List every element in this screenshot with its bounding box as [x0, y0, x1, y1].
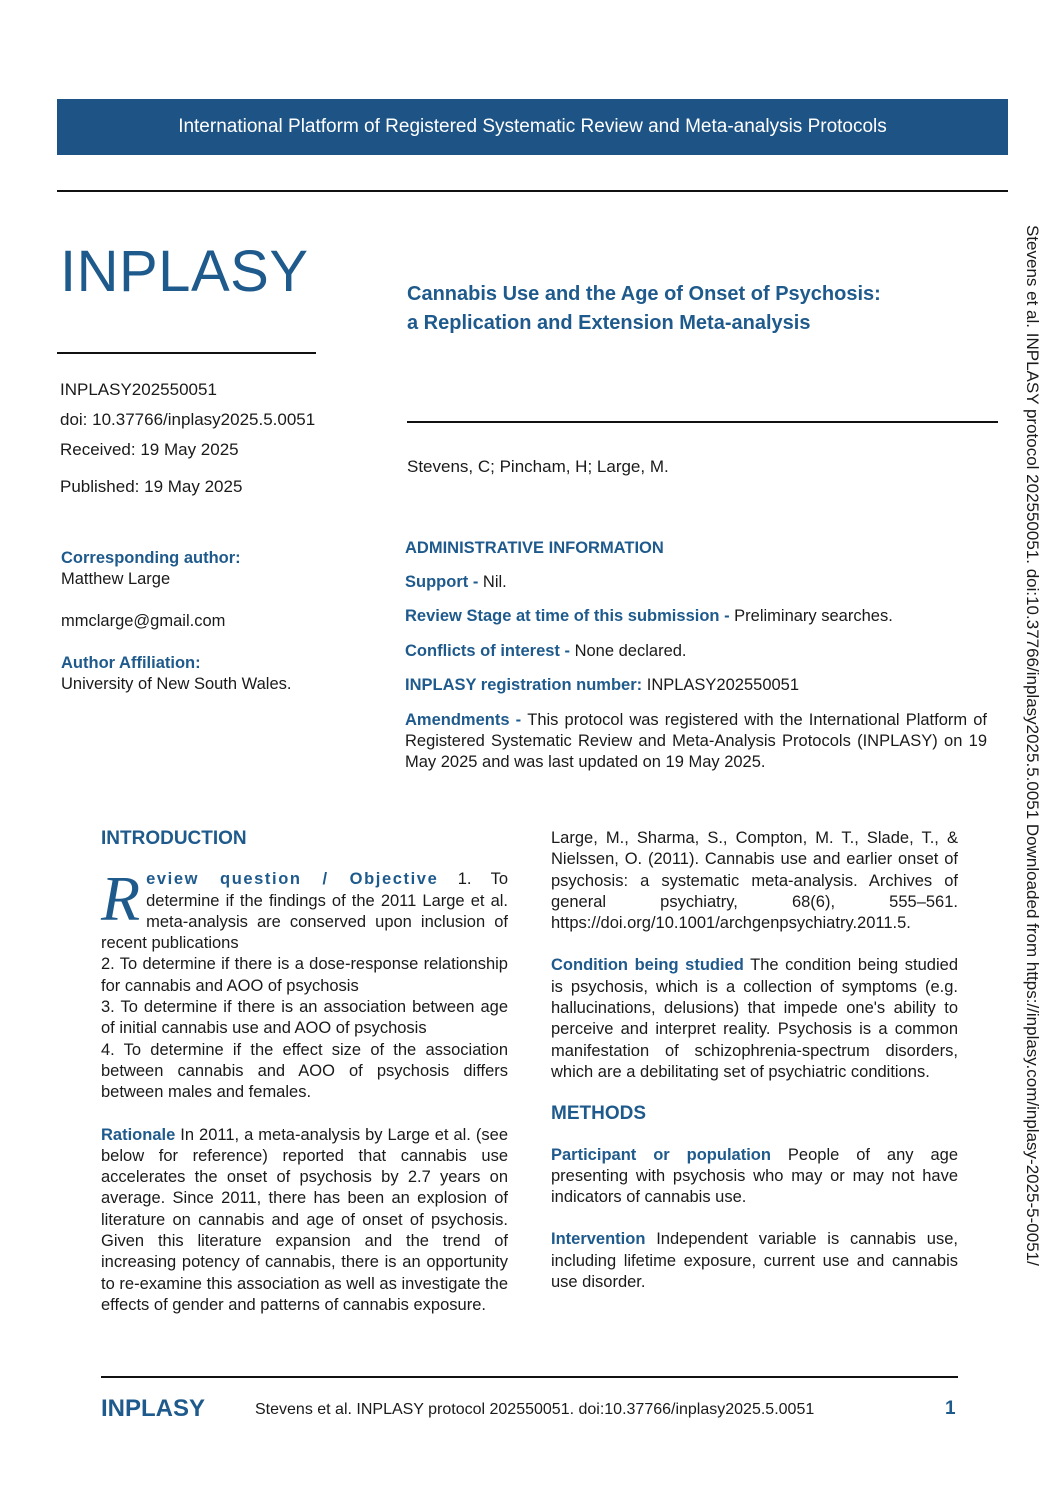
participant-text: People of any age presenting with psychosis who may or may not have indicators of cannabis use. [551, 1145, 958, 1207]
published-date: Published: 19 May 2025 [60, 477, 243, 496]
admin-registration [405, 675, 987, 696]
corresponding-name: Matthew Large [61, 570, 171, 588]
rationale-text: In 2011, a meta-analysis by Large et al. (see below for reference) reported that cannabis use accelerates the onset of psychosis by 2.7 years on average. Since 2011, there has been an explosion of literature on cannabis and age of onset of psychosis. Given this literature expansion and the trend of increasing potency of cannabis, there is an opportunity to re-examine this association as well as investigate the effects of gender and patterns of cannabis exposure. [101, 1125, 508, 1314]
left-column [101, 828, 508, 1316]
sidebar-citation: Stevens et al. INPLASY protocol 202550051. doi:10.37766/inplasy2025.5.0051 Downloaded from https://inplasy.com/inplasy-2025-5-0051/ [1023, 225, 1042, 1266]
stage-value: Preliminary searches. [734, 607, 893, 625]
admin-support [405, 572, 987, 593]
support-value: Nil. [482, 573, 507, 591]
condition-label: Condition being studied [551, 956, 744, 975]
corresponding-label: Corresponding author: [61, 549, 241, 567]
rationale-label: Rationale [101, 1125, 176, 1144]
admin-conflicts [405, 641, 987, 662]
condition [551, 955, 958, 1083]
logo-rule [57, 352, 316, 354]
title-line-2: a Replication and Extension Meta-analysis [407, 312, 811, 334]
received-date: Received: 19 May 2025 [60, 440, 239, 459]
header-banner [57, 99, 1008, 155]
corresponding-block [61, 548, 361, 695]
review-question-label: eview question / Objective [146, 870, 439, 889]
protocol-id: INPLASY202550051 [60, 380, 217, 399]
intervention-text: Independent variable is cannabis use, including lifetime exposure, current use and cannabis use disorder. [551, 1230, 958, 1292]
intervention [551, 1229, 958, 1293]
author-list: Stevens, C; Pincham, H; Large, M. [407, 457, 669, 476]
participant [551, 1145, 958, 1209]
affiliation-label: Author Affiliation: [61, 654, 201, 672]
corresponding-email[interactable]: mmclarge@gmail.com [61, 612, 226, 630]
conflicts-label: Conflicts of interest - [405, 642, 575, 660]
doi-link[interactable]: doi: 10.37766/inplasy2025.5.0051 [60, 410, 316, 429]
top-rule [57, 190, 1008, 192]
amendments-label: Amendments - [405, 711, 528, 729]
condition-text: The condition being studied is psychosis, which is a collection of symptoms (e.g. hallucinations, delusions) that impede one's ability to perceive and interpret reality. Psychosis is a common manifestation of schizophrenia-spectrum disorders, which are a debilitating set of psychiatric conditions. [551, 956, 958, 1081]
right-column [551, 828, 958, 1293]
objective-3: 3. To determine if there is an association between age of initial cannabis use and AOO of psychosis [101, 998, 508, 1038]
admin-stage [405, 606, 987, 627]
admin-amendments [405, 710, 987, 773]
objective-4: 4. To determine if the effect size of the association between cannabis and AOO of psychosis differs between males and females. [101, 1040, 508, 1102]
page-title [407, 280, 1007, 338]
registration-label: INPLASY registration number: [405, 676, 647, 694]
introduction-heading: INTRODUCTION [101, 828, 247, 849]
banner-text: International Platform of Registered Systematic Review and Meta-analysis Protocols [178, 116, 887, 137]
admin-heading: ADMINISTRATIVE INFORMATION [405, 539, 664, 557]
objective-1: 1. To determine if the findings of the 2011 Large et al. meta-analysis are conserved upon inclusion of recent publications [101, 870, 509, 953]
footer-citation: Stevens et al. INPLASY protocol 202550051. doi:10.37766/inplasy2025.5.0051 [255, 1401, 815, 1418]
reference-text: Large, M., Sharma, S., Compton, M. T., Slade, T., & Nielssen, O. (2011). Cannabis use and earlier onset of psychosis: a systematic meta-analysis. Archives of general psychiatry, 68(6), 555–561. https://doi.org/10.1001/archgenpsychiatry.2011.5. [551, 829, 958, 933]
inplasy-logo: INPLASY [60, 239, 309, 304]
rationale [101, 1125, 508, 1317]
affiliation-value: University of New South Wales. [61, 675, 292, 693]
footer-logo: INPLASY [101, 1395, 206, 1422]
intervention-label: Intervention [551, 1230, 646, 1249]
drop-cap: R [101, 863, 141, 935]
participant-label: Participant or population [551, 1145, 771, 1164]
footer-rule [101, 1376, 958, 1378]
stage-label: Review Stage at time of this submission - [405, 607, 735, 625]
support-label: Support - [405, 573, 483, 591]
methods-heading: METHODS [551, 1103, 646, 1125]
amendments-value: This protocol was registered with the International Platform of Registered Systematic Review and Meta-Analysis Protocols (INPLASY) on 19 May 2025 and was last updated on 19 May 2025. [405, 711, 988, 771]
title-rule [407, 421, 998, 423]
objective-2: 2. To determine if there is a dose-response relationship for cannabis and AOO of psychosis [101, 955, 508, 995]
title-line-1: Cannabis Use and the Age of Onset of Psychosis: [407, 283, 881, 305]
conflicts-value: None declared. [574, 642, 687, 660]
page-number: 1 [945, 1398, 956, 1419]
review-question [101, 863, 509, 954]
registration-value: INPLASY202550051 [646, 676, 800, 694]
